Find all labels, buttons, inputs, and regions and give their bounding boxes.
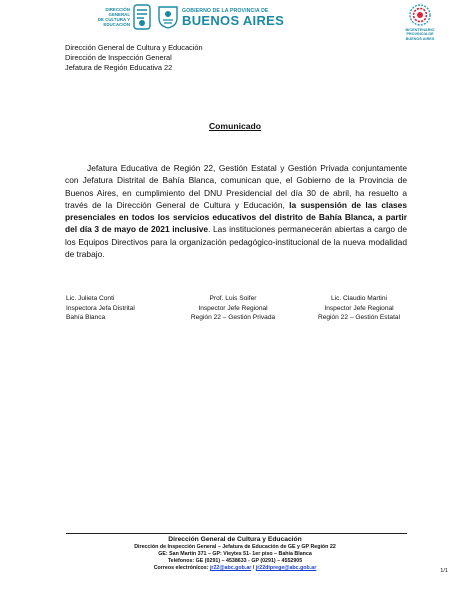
signature-block-2 bbox=[173, 294, 293, 323]
body-text-bold: la suspensión de las clases presenciales en todos los servicios educativos del distrito de Bahía Blanca, a partir del día 3 de mayo de 2021 inclusive bbox=[65, 199, 407, 235]
body-text-part2: . Las instituciones permanecerán abiertas a cargo de los Equipos Directivos para la organización pedagógico-institucional de la nueva modalidad de trabajo. bbox=[65, 224, 407, 260]
signature-role: Inspector Jefe Regional bbox=[198, 304, 268, 312]
email-separator: / bbox=[251, 564, 256, 571]
issuer-line3: Jefatura de Región Educativa 22 bbox=[65, 63, 173, 72]
footer-emails bbox=[0, 565, 470, 572]
footer bbox=[0, 536, 470, 572]
page-number: 1/1 bbox=[440, 568, 448, 574]
footer-line4: Teléfonos: GE (0291) – 4538633 - GP (0291) – 4552905 bbox=[167, 557, 303, 564]
email-label: Correos electrónicos: bbox=[153, 564, 210, 571]
footer-divider bbox=[66, 533, 407, 534]
signature-name: Lic. Julieta Conti bbox=[66, 295, 115, 302]
signature-area: Región 22 – Gestión Privada bbox=[190, 314, 276, 322]
dgce-logo-line1: DIRECCIÓN GENERAL bbox=[105, 6, 130, 17]
pba-shield-icon bbox=[157, 5, 179, 29]
signature-area: Región 22 – Gestión Estatal bbox=[317, 314, 401, 322]
buenos-aires-wordmark: BUENOS AIRES bbox=[182, 12, 285, 28]
bicentenario-line1: BICENTENARIO bbox=[405, 28, 435, 32]
document-title: Comunicado bbox=[208, 121, 262, 131]
email-link-2[interactable]: jr22diprege@abc.gob.ar bbox=[255, 564, 317, 571]
footer-line1: Dirección General de Cultura y Educación bbox=[168, 536, 302, 543]
gob-line: GOBIERNO DE LA PROVINCIA DE bbox=[182, 7, 269, 14]
issuer-line2: Dirección de Inspección General bbox=[65, 53, 172, 62]
signature-area: Bahía Blanca bbox=[66, 314, 106, 322]
body-paragraph bbox=[65, 162, 407, 260]
signature-role: Inspectora Jefa Distrital bbox=[66, 304, 135, 312]
bicentenario-line3: BUENOS AIRES bbox=[405, 36, 435, 41]
dgce-logo bbox=[86, 4, 151, 30]
bicentenario-logo bbox=[398, 4, 442, 41]
signature-name: Lic. Claudio Martini bbox=[330, 295, 388, 302]
dgce-logo-line2: DE CULTURA Y EDUCACIÓN bbox=[97, 17, 130, 28]
issuer-block bbox=[65, 43, 203, 73]
bicentenario-sun-icon bbox=[409, 4, 431, 26]
pba-logo bbox=[157, 5, 284, 29]
email-link-1[interactable]: jr22@abc.gob.ar bbox=[209, 564, 252, 571]
footer-line2: Dirección de Inspección General – Jefatura de Educación de GE y GP Región 22 bbox=[134, 543, 336, 550]
issuer-line1: Dirección General de Cultura y Educación bbox=[65, 43, 203, 52]
bicentenario-line2: PROVINCIA DE bbox=[406, 32, 434, 37]
dgce-emblem-icon bbox=[133, 4, 151, 30]
header-logos bbox=[86, 4, 284, 30]
signature-role: Inspector Jefe Regional bbox=[324, 304, 394, 312]
signature-block-3 bbox=[294, 294, 424, 323]
signature-name: Prof. Luis Soifer bbox=[209, 295, 257, 302]
footer-line3: GE: San Martín 371 – GP: Vieytes 51- 1er piso – Bahía Blanca bbox=[158, 550, 312, 557]
signature-block-1 bbox=[66, 294, 135, 323]
body-text-part1: Jefatura Educativa de Región 22, Gestión Estatal y Gestión Privada conjuntamente con Jefatura Distrital de Bahía Blanca, comunican que, el Gobierno de la Provincia de Buenos Aires, en cumplimiento del DNU Presidencial del día 30 de abril, ha resuelto a través de la Dirección General de Cultura y Educación, bbox=[65, 163, 407, 210]
